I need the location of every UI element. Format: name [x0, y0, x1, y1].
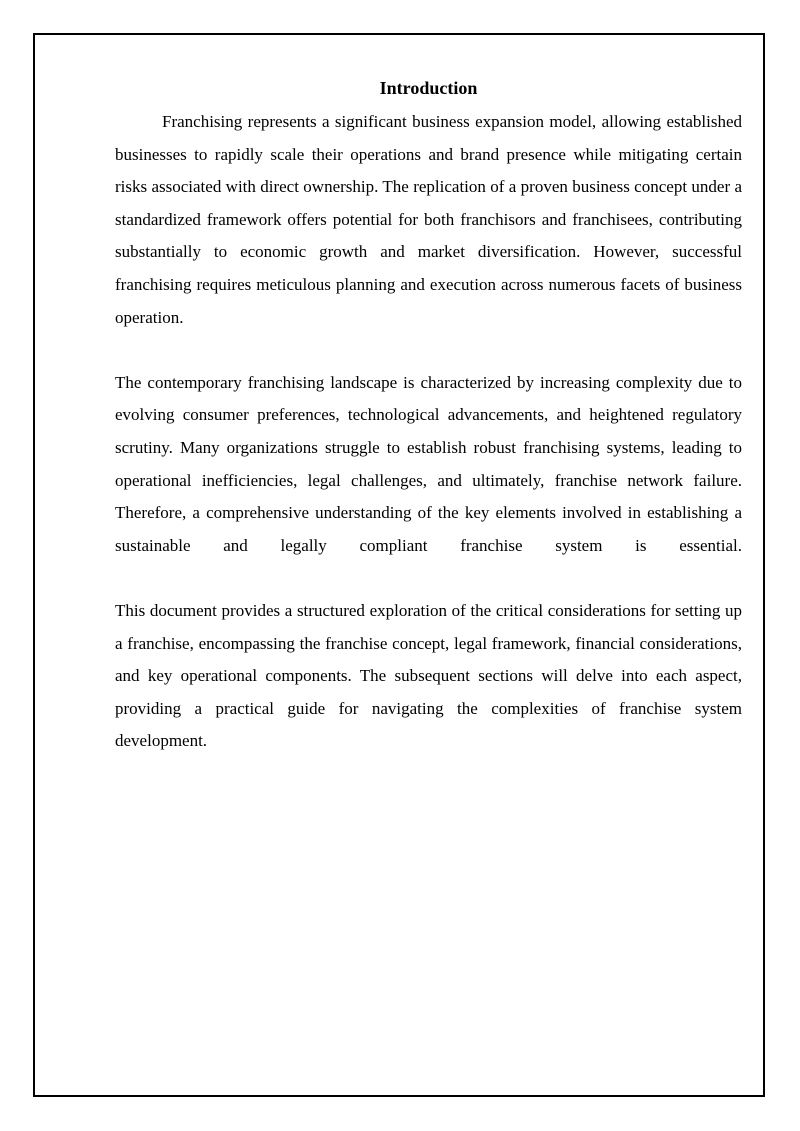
- paragraph-landscape: The contemporary franchising landscape is characterized by increasing complexity due to evolving consumer preferences, technological advancements, and heightened regulatory scrutiny. Many organizations struggle to establish robust franchising systems, leading to operational inefficiencies, legal challenges, and ultimately, franchise network failure. Therefore, a comprehensive understanding of the key elements involved in establishing a sustainable and legally compliant franchise system is essential.: [115, 372, 742, 555]
- document-body: [115, 76, 742, 758]
- paragraph-introduction: Franchising represents a significant business expansion model, allowing established businesses to rapidly scale their operations and brand presence while mitigating certain risks associated with direct ownership. The replication of a proven business concept under a standardized framework offers potential for both franchisors and franchisees, contributing substantially to economic growth and market diversification. However, successful franchising requires meticulous planning and execution across numerous facets of business operation.: [115, 112, 742, 327]
- section-heading: Introduction: [379, 78, 478, 98]
- paragraph-scope: This document provides a structured exploration of the critical considerations for setting up a franchise, encompassing the franchise concept, legal framework, financial considerations, and key operational components. The subsequent sections will delve into each aspect, providing a practical guide for navigating the complexities of franchise system development.: [115, 600, 742, 751]
